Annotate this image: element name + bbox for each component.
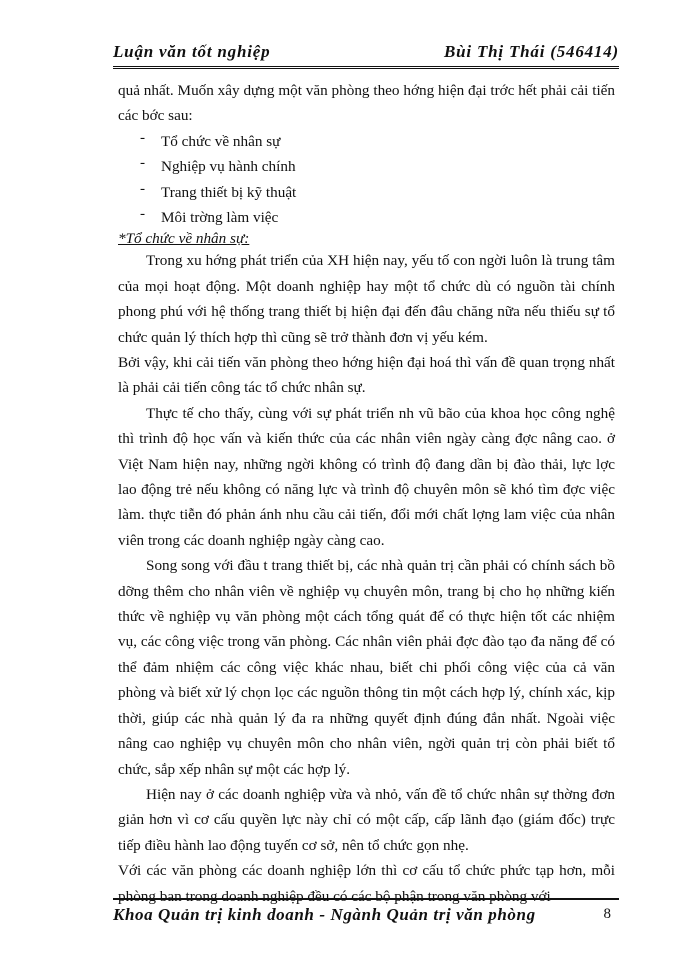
page-footer bbox=[113, 905, 619, 927]
list-marker: - bbox=[140, 204, 146, 222]
paragraph: Thực tế cho thấy, cùng với sự phát triển nh vũ bão của khoa học công nghệ thì trình độ học vấn và kiến thức của các nhân viên ngày càng đợc nâng cao. ở Việt Nam hiện nay, những ngời không có trình độ đang dần bị đào thải, lực lợc lao động trẻ nếu không có năng lực và trình độ chuyên môn sẽ khó tìm đợc việc làm. thực tiễn đó phản ánh nhu cầu cải tiến, đổi mới chất lợng lam việc của nhân viên trong các doanh nghiệp ngày càng cao. bbox=[118, 404, 615, 549]
list-item: - Tổ chức về nhân sự bbox=[118, 129, 615, 154]
header-author: Bùi Thị Thái (546414) bbox=[443, 42, 619, 61]
list-item: - Nghiệp vụ hành chính bbox=[118, 154, 615, 179]
list-marker: - bbox=[140, 154, 146, 172]
paragraph: Song song với đầu t trang thiết bị, các nhà quản trị cần phải có chính sách bồ dỡng thêm cho nhân viên về nghiệp vụ chuyên môn, trang bị cho họ những kiến thức về nghiệp vụ văn phòng một cách tổng quát để có thực hiện tốt các nhiệm vụ, các công việc trong văn phòng. Các nhân viên phải đợc đào tạo đa năng để có thể đảm nhiệm các công việc khác nhau, biết chi phối công việc của cả văn phòng và biết xử lý chọn lọc các nguồn thông tin một cách hợp lý, chính xác, kịp thời, giúp các nhà quản lý đa ra những quyết định đúng đắn nhất. Ngoài việc nâng cao nghiệp vụ chuyên môn cho nhân viên, ngời quản trị còn phải biết tổ chức, sắp xếp nhân sự một các hợp lý. bbox=[118, 557, 615, 778]
improvement-list bbox=[118, 129, 615, 231]
footer-department: Khoa Quản trị kinh doanh - Ngành Quản trị văn phòng bbox=[113, 905, 536, 924]
header-title: Luận văn tốt nghiệp bbox=[113, 42, 271, 61]
section-subheading: *Tổ chức về nhân sự: bbox=[118, 230, 250, 248]
list-marker: - bbox=[140, 179, 146, 197]
body-content bbox=[118, 78, 615, 909]
paragraph: Bởi vậy, khi cải tiến văn phòng theo hớng hiện đại hoá thì vấn đề quan trọng nhất là phải cải tiến công tác tổ chức nhân sự. bbox=[118, 354, 615, 397]
page-header bbox=[113, 42, 619, 64]
header-divider bbox=[113, 66, 619, 69]
list-item: - Trang thiết bị kỹ thuật bbox=[118, 180, 615, 205]
footer-divider bbox=[113, 898, 619, 900]
intro-paragraph: quả nhất. Muốn xây dựng một văn phòng theo hớng hiện đại trớc hết phải cải tiến các bớc sau: bbox=[118, 82, 615, 125]
paragraph: Hiện nay ở các doanh nghiệp vừa và nhỏ, vấn đề tổ chức nhân sự thờng đơn giản hơn vì cơ cấu quyền lực này chỉ có một cấp, cấp lãnh đạo (giám đốc) trực tiếp điều hành lao động tuyến cơ sở, nên tổ chức gọn nhẹ. bbox=[118, 785, 615, 854]
page-number: 8 bbox=[603, 906, 611, 922]
paragraph: Trong xu hớng phát triển của XH hiện nay, yếu tố con ngời luôn là trung tâm của mọi hoạt động. Một doanh nghiệp hay một tổ chức dù có nguồn tài chính phong phú với hệ thống trang thiết bị hiện đại đến đâu chăng nữa nếu thiếu sự tổ chức quản lý thích hợp thì cũng sẽ trở thành đơn vị yếu kém. bbox=[118, 252, 615, 346]
list-item: - Môi trờng làm việc bbox=[118, 205, 615, 230]
list-marker: - bbox=[140, 128, 146, 146]
paragraph: Với các văn phòng các doanh nghiệp lớn thì cơ cấu tổ chức phức tạp hơn, mỗi phòng ban trong doanh nghiệp đều có các bộ phận trong văn phòng với bbox=[118, 862, 615, 905]
